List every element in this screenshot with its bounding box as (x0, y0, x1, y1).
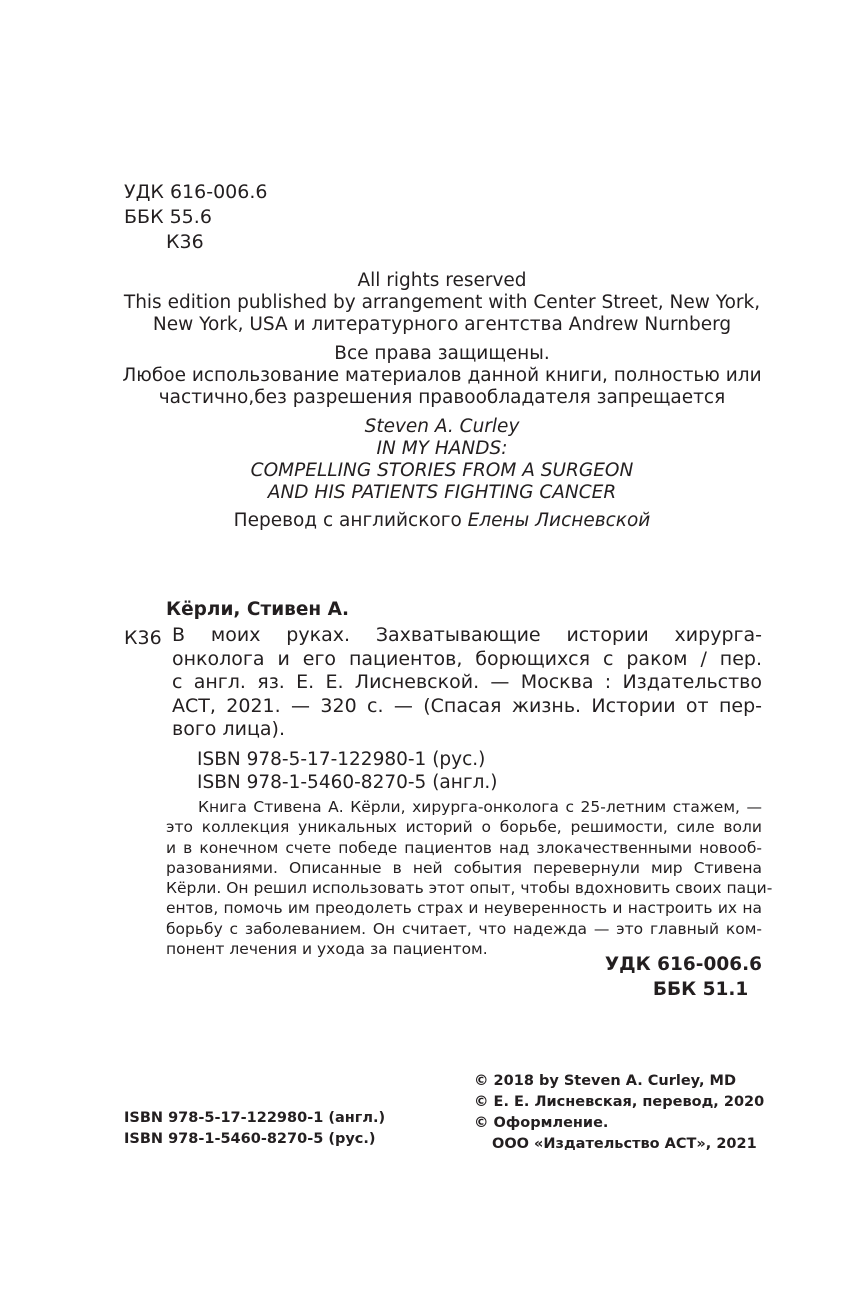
classification-codes-top (124, 180, 267, 255)
catalog-author: Кёрли, Стивен А. (166, 599, 349, 620)
description-line: с англ. яз. Е. Е. Лисневской. — Москва : Издательство (172, 671, 762, 693)
description-line: АСТ, 2021. — 320 с. — (Спасая жизнь. Истории от пер- (172, 694, 762, 717)
translation-credit (122, 510, 762, 532)
annotation-line: Книга Стивена А. Кёрли, хирурга-онколога с 25-летним стажем, — (198, 798, 762, 816)
rights-line: All rights reserved (357, 270, 527, 291)
original-title-block (122, 416, 762, 504)
isbn-line: ISBN 978-1-5460-8270-5 (англ.) (197, 772, 498, 793)
annotation (166, 797, 773, 959)
rights-line: Все права защищены. (334, 343, 550, 364)
isbn-line: ISBN 978-1-5460-8270-5 (рус.) (124, 1131, 376, 1147)
rights-english (122, 270, 762, 336)
description-line: онколога и его пациентов, борющихся с раком / пер. (172, 647, 762, 670)
classification-codes-bottom (605, 952, 762, 1002)
original-title-line: COMPELLING STORIES FROM A SURGEON (250, 460, 634, 481)
annotation-line: ентов, помочь им преодолеть страх и неуверенность и настроить их на (166, 899, 762, 918)
original-title-line: AND HIS PATIENTS FIGHTING CANCER (267, 482, 617, 503)
copyright-line: © 2018 by Steven A. Curley, MD (474, 1073, 737, 1089)
udk-code: УДК 616-006.6 (124, 181, 268, 203)
translator-name: Елены Лисневской (467, 510, 651, 531)
annotation-line: борьбу с заболеванием. Он считает, что надежда — это главный ком- (166, 919, 762, 938)
description-line: вого лица). (172, 718, 285, 740)
rights-line: This edition published by arrangement with Center Street, New York, (123, 292, 761, 313)
author-mark: К36 (166, 231, 204, 253)
original-author: Steven A. Curley (364, 416, 520, 437)
annotation-line: понент лечения и ухода за пациентом. (166, 940, 488, 959)
rights-line: Любое использование материалов данной книги, полностью или (122, 365, 762, 386)
catalog-isbn (197, 748, 498, 794)
annotation-line: разованиями. Описанные в ней события перевернули мир Стивена (166, 858, 762, 877)
annotation-line: Кёрли. Он решил использовать этот опыт, чтобы вдохновить своих паци- (166, 879, 773, 898)
rights-line: частично,без разрешения правообладателя запрещается (158, 387, 726, 408)
copyright-line: © Оформление. (474, 1115, 609, 1131)
catalog-description (172, 624, 762, 742)
udk-code: УДК 616-006.6 (604, 954, 762, 975)
isbn-footer (124, 1108, 385, 1150)
bbk-code: ББК 55.6 (124, 206, 212, 228)
rights-line: New York, USA и литературного агентства Andrew Nurnberg (152, 314, 732, 335)
translation-prefix: Перевод с английского (233, 510, 468, 531)
copyright-line: © Е. Е. Лисневская, перевод, 2020 (474, 1094, 765, 1110)
copyright-block (474, 1071, 764, 1155)
catalog-author-mark: К36 (124, 627, 162, 649)
rights-russian (122, 343, 762, 409)
annotation-line: это коллекция уникальных историй о борьбе, решимости, силе воли (166, 818, 762, 837)
original-title-line: IN MY HANDS: (376, 438, 508, 459)
bbk-code: ББК 51.1 (652, 979, 749, 1000)
isbn-line: ISBN 978-5-17-122980-1 (рус.) (197, 749, 486, 770)
copyright-line: ООО «Издательство АСТ», 2021 (492, 1136, 757, 1152)
description-line: В моих руках. Захватывающие истории хирурга- (172, 624, 762, 646)
isbn-line: ISBN 978-5-17-122980-1 (англ.) (124, 1110, 386, 1126)
annotation-line: и в конечном счете победе пациентов над злокачественными новооб- (166, 838, 762, 857)
